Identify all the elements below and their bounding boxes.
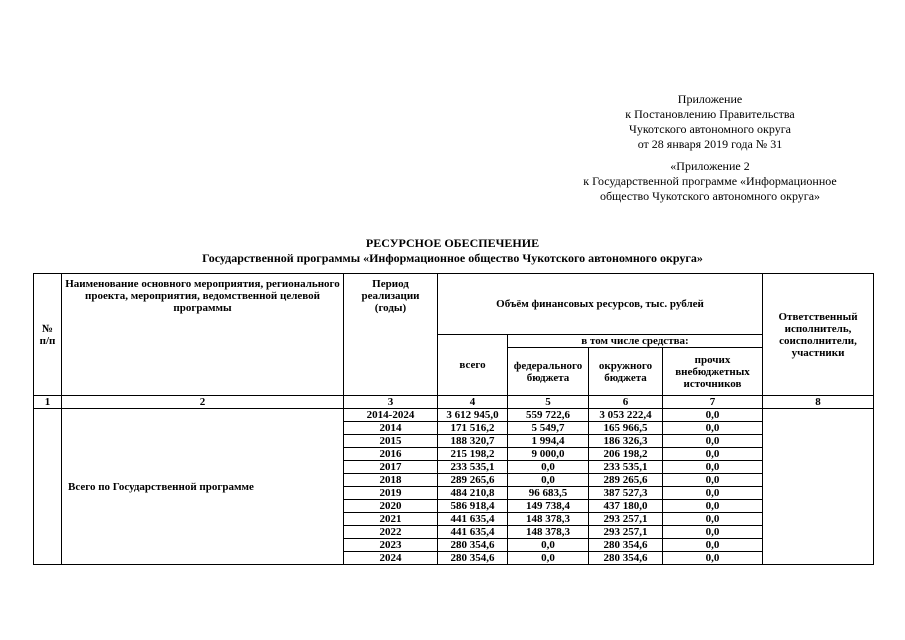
cell-other: 0,0 (663, 500, 763, 513)
header-including: в том числе средства: (508, 335, 763, 348)
appendix-block (560, 92, 860, 204)
header-name: Наименование основного мероприятия, регионального проекта, мероприятия, ведомственной целевой программы (62, 274, 344, 396)
appendix-line: Приложение (677, 92, 743, 106)
cell-federal: 1 994,4 (508, 435, 589, 448)
document-title (30, 236, 875, 266)
cell-period: 2023 (344, 539, 438, 552)
cell-district: 387 527,3 (589, 487, 663, 500)
cell-total: 586 918,4 (438, 500, 508, 513)
cell-period: 2014-2024 (344, 409, 438, 422)
cell-federal: 5 549,7 (508, 422, 589, 435)
cell-total: 215 198,2 (438, 448, 508, 461)
cell-other: 0,0 (663, 552, 763, 565)
cell-total: 171 516,2 (438, 422, 508, 435)
cell-period: 2014 (344, 422, 438, 435)
cell-federal: 149 738,4 (508, 500, 589, 513)
row-num-cell (34, 409, 62, 565)
column-number: 7 (663, 396, 763, 409)
header-volume: Объём финансовых ресурсов, тыс. рублей (438, 274, 763, 335)
column-number: 8 (763, 396, 874, 409)
cell-total: 289 265,6 (438, 474, 508, 487)
cell-federal: 96 683,5 (508, 487, 589, 500)
cell-other: 0,0 (663, 448, 763, 461)
cell-district: 3 053 222,4 (589, 409, 663, 422)
cell-other: 0,0 (663, 409, 763, 422)
cell-other: 0,0 (663, 539, 763, 552)
header-total: всего (438, 335, 508, 396)
cell-district: 280 354,6 (589, 539, 663, 552)
appendix-line: от 28 января 2019 года № 31 (637, 137, 783, 151)
cell-total: 441 635,4 (438, 513, 508, 526)
cell-period: 2015 (344, 435, 438, 448)
cell-total: 233 535,1 (438, 461, 508, 474)
cell-district: 206 198,2 (589, 448, 663, 461)
column-number: 6 (589, 396, 663, 409)
cell-federal: 0,0 (508, 474, 589, 487)
appendix-gap (560, 152, 860, 159)
appendix-line: к Постановлению Правительства (625, 107, 795, 121)
cell-district: 437 180,0 (589, 500, 663, 513)
cell-district: 289 265,6 (589, 474, 663, 487)
appendix-line: Чукотского автономного округа (629, 122, 791, 136)
cell-other: 0,0 (663, 513, 763, 526)
header-period: Период реализации (годы) (344, 274, 438, 396)
cell-federal: 148 378,3 (508, 526, 589, 539)
cell-total: 280 354,6 (438, 539, 508, 552)
header-num: № п/п (34, 274, 62, 396)
cell-district: 280 354,6 (589, 552, 663, 565)
cell-period: 2017 (344, 461, 438, 474)
column-number: 3 (344, 396, 438, 409)
cell-total: 3 612 945,0 (438, 409, 508, 422)
header-other: прочих внебюджетных источников (663, 348, 763, 396)
cell-other: 0,0 (663, 422, 763, 435)
cell-district: 186 326,3 (589, 435, 663, 448)
cell-federal: 9 000,0 (508, 448, 589, 461)
cell-federal: 148 378,3 (508, 513, 589, 526)
cell-other: 0,0 (663, 461, 763, 474)
header-federal: федерального бюджета (508, 348, 589, 396)
cell-other: 0,0 (663, 435, 763, 448)
column-number: 4 (438, 396, 508, 409)
cell-other: 0,0 (663, 487, 763, 500)
appendix-line: общество Чукотского автономного округа» (599, 189, 821, 203)
cell-federal: 559 722,6 (508, 409, 589, 422)
cell-period: 2016 (344, 448, 438, 461)
cell-total: 280 354,6 (438, 552, 508, 565)
appendix-line: «Приложение 2 (670, 159, 750, 173)
cell-district: 293 257,1 (589, 526, 663, 539)
cell-district: 233 535,1 (589, 461, 663, 474)
cell-other: 0,0 (663, 526, 763, 539)
title-line-2: Государственной программы «Информационное общество Чукотского автономного округа» (202, 251, 703, 265)
table-row (34, 409, 874, 422)
cell-period: 2022 (344, 526, 438, 539)
cell-other: 0,0 (663, 474, 763, 487)
header-district: окружного бюджета (589, 348, 663, 396)
cell-period: 2024 (344, 552, 438, 565)
title-line-1: РЕСУРСНОЕ ОБЕСПЕЧЕНИЕ (365, 236, 540, 250)
cell-district: 165 966,5 (589, 422, 663, 435)
column-number: 2 (62, 396, 344, 409)
cell-period: 2020 (344, 500, 438, 513)
group-label: Всего по Государственной программе (62, 409, 344, 565)
column-number: 5 (508, 396, 589, 409)
responsible-cell (763, 409, 874, 565)
header-responsible: Ответственный исполнитель, соисполнители, участники (763, 274, 874, 396)
appendix-line: к Государственной программе «Информационное (583, 174, 837, 188)
cell-total: 441 635,4 (438, 526, 508, 539)
cell-federal: 0,0 (508, 539, 589, 552)
cell-period: 2018 (344, 474, 438, 487)
cell-period: 2019 (344, 487, 438, 500)
cell-period: 2021 (344, 513, 438, 526)
cell-total: 188 320,7 (438, 435, 508, 448)
resource-table (33, 273, 874, 565)
cell-federal: 0,0 (508, 552, 589, 565)
cell-federal: 0,0 (508, 461, 589, 474)
cell-district: 293 257,1 (589, 513, 663, 526)
cell-total: 484 210,8 (438, 487, 508, 500)
column-number: 1 (34, 396, 62, 409)
